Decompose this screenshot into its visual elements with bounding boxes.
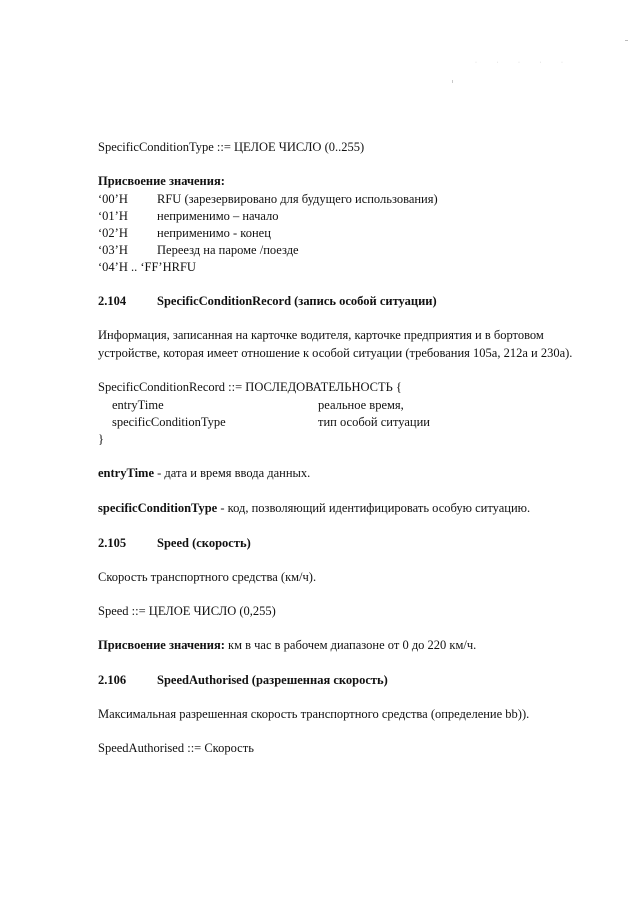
speed-assignment	[98, 637, 476, 653]
value-desc: неприменимо - конец	[157, 226, 271, 240]
field-type: реальное время,	[318, 398, 404, 412]
term-desc: - дата и время ввода данных.	[154, 466, 311, 480]
value-desc: неприменимо – начало	[157, 209, 279, 223]
section-number: 2.105	[98, 536, 127, 550]
field-name: entryTime	[112, 398, 164, 412]
section-number: 2.104	[98, 294, 127, 308]
term-desc: - код, позволяющий идентифицировать особую ситуацию.	[217, 501, 531, 515]
paragraph-line: Скорость транспортного средства (км/ч).	[98, 570, 317, 584]
value-range: ‘04’H .. ‘FF’HRFU	[98, 260, 196, 274]
value-code: ‘02’H	[98, 226, 128, 240]
paragraph-line: устройстве, которая имеет отношение к особой ситуации (требования 105a, 212a и 230a).	[98, 346, 573, 360]
value-code: ‘00’H	[98, 192, 128, 206]
value-code: ‘03’H	[98, 243, 128, 257]
field-name: specificConditionType	[112, 415, 226, 429]
term: entryTime	[98, 466, 155, 480]
entry-time-definition	[98, 465, 310, 481]
section-title: SpecificConditionRecord (запись особой ситуации)	[157, 294, 437, 308]
speed-authorised-definition: SpeedAuthorised ::= Скорость	[98, 741, 254, 755]
value-desc: RFU (зарезервировано для будущего использования)	[157, 192, 438, 206]
term: specificConditionType	[98, 501, 218, 515]
section-number: 2.106	[98, 673, 127, 687]
scan-speck	[452, 80, 453, 83]
sequence-close: }	[98, 432, 104, 446]
value-code: ‘01’H	[98, 209, 128, 223]
assign-text: км в час в рабочем диапазоне от 0 до 220 км/ч.	[224, 638, 477, 652]
section-title: SpeedAuthorised (разрешенная скорость)	[157, 673, 388, 687]
type-definition: SpecificConditionType ::= ЦЕЛОЕ ЧИСЛО (0..255)	[98, 140, 365, 154]
assign-label: Присвоение значения:	[98, 638, 225, 652]
paragraph-line: Информация, записанная на карточке водителя, карточке предприятия и в бортовом	[98, 328, 544, 342]
field-type: тип особой ситуации	[318, 415, 430, 429]
paragraph-line: Максимальная разрешенная скорость транспортного средства (определение bb)).	[98, 707, 530, 721]
scan-specks: · · · · ·	[475, 60, 572, 66]
value-desc: Переезд на пароме /поезде	[157, 243, 299, 257]
corner-mark	[625, 40, 628, 41]
speed-definition: Speed ::= ЦЕЛОЕ ЧИСЛО (0,255)	[98, 604, 276, 618]
sequence-header: SpecificConditionRecord ::= ПОСЛЕДОВАТЕЛЬНОСТЬ {	[98, 380, 402, 394]
section-title: Speed (скорость)	[157, 536, 251, 550]
condition-type-definition	[98, 500, 530, 516]
assign-label: Присвоение значения:	[98, 174, 225, 188]
